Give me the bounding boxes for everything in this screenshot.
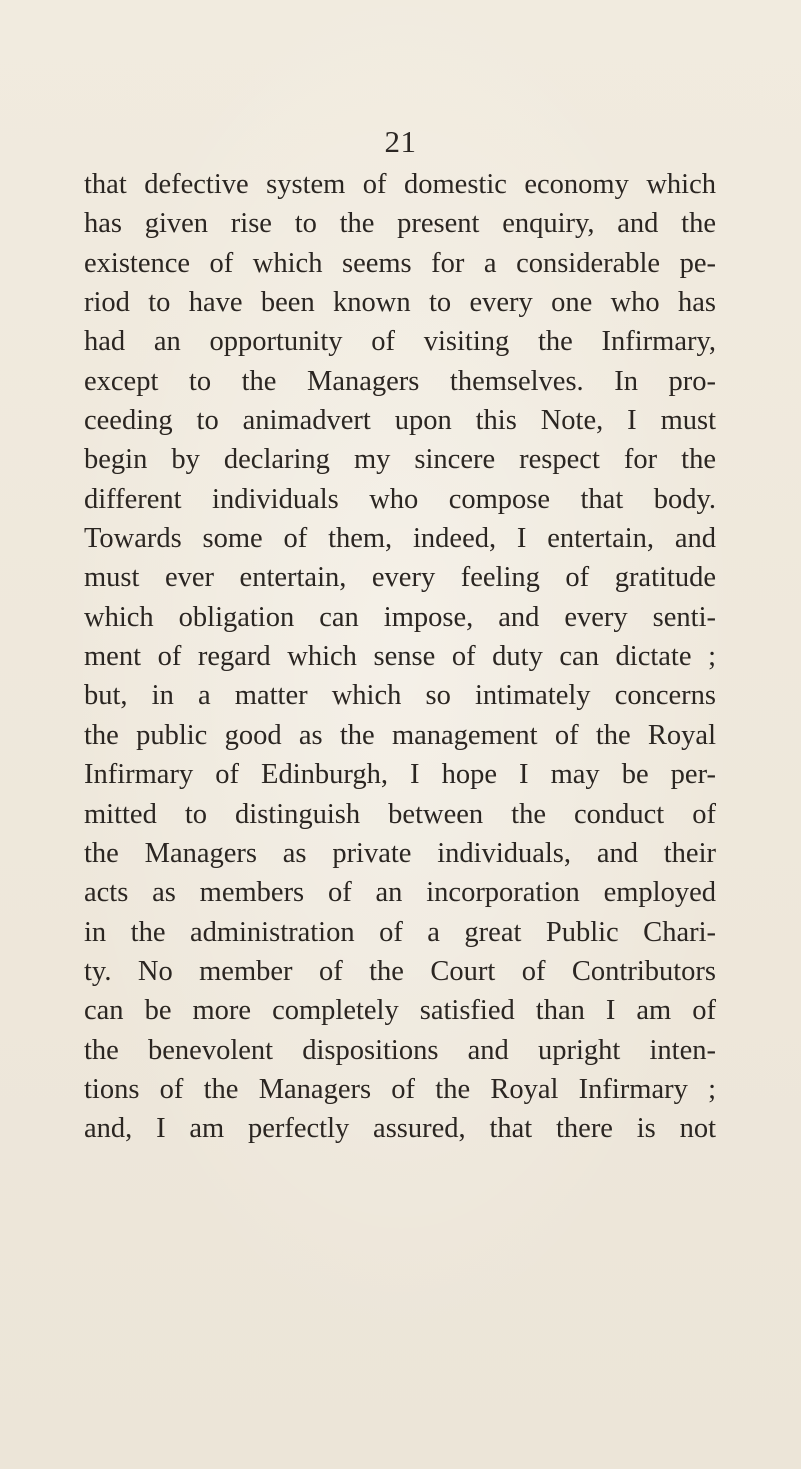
text-line: riod to have been known to every one who has: [84, 287, 716, 319]
text-line: ment of regard which sense of duty can dictate ;: [84, 641, 716, 673]
text-line: existence of which seems for a considerable pe-: [84, 247, 716, 279]
text-line: except to the Managers themselves. In pro-: [84, 365, 716, 397]
text-line: in the administration of a great Public Chari-: [84, 916, 716, 948]
text-line: and, I am perfectly assured, that there is not: [84, 1113, 716, 1145]
text-line: the Managers as private individuals, and their: [84, 837, 716, 869]
text-line: can be more completely satisfied than I am of: [84, 995, 716, 1027]
text-line: the public good as the management of the Royal: [84, 719, 716, 751]
text-line: tions of the Managers of the Royal Infirmary ;: [84, 1073, 716, 1105]
text-line: which obligation can impose, and every senti-: [84, 601, 716, 633]
text-line: acts as members of an incorporation employed: [84, 877, 716, 909]
text-line: must ever entertain, every feeling of gratitude: [84, 562, 716, 594]
text-line: different individuals who compose that body.: [84, 483, 716, 515]
page-number: 21: [384, 124, 417, 159]
text-line: ceeding to animadvert upon this Note, I must: [84, 405, 716, 437]
text-line: had an opportunity of visiting the Infirmary,: [84, 326, 716, 358]
text-line: Towards some of them, indeed, I entertain, and: [84, 523, 716, 555]
text-line: has given rise to the present enquiry, and the: [84, 208, 716, 240]
text-line: the benevolent dispositions and upright inten-: [84, 1034, 716, 1066]
text-line: that defective system of domestic economy which: [84, 169, 716, 200]
text-line: Infirmary of Edinburgh, I hope I may be per-: [84, 759, 716, 791]
text-line: begin by declaring my sincere respect for the: [84, 444, 716, 476]
text-line: but, in a matter which so intimately concerns: [84, 680, 716, 712]
text-line: mitted to distinguish between the conduct of: [84, 798, 716, 830]
body-text: [84, 165, 716, 1149]
text-line: ty. No member of the Court of Contributors: [84, 955, 716, 987]
